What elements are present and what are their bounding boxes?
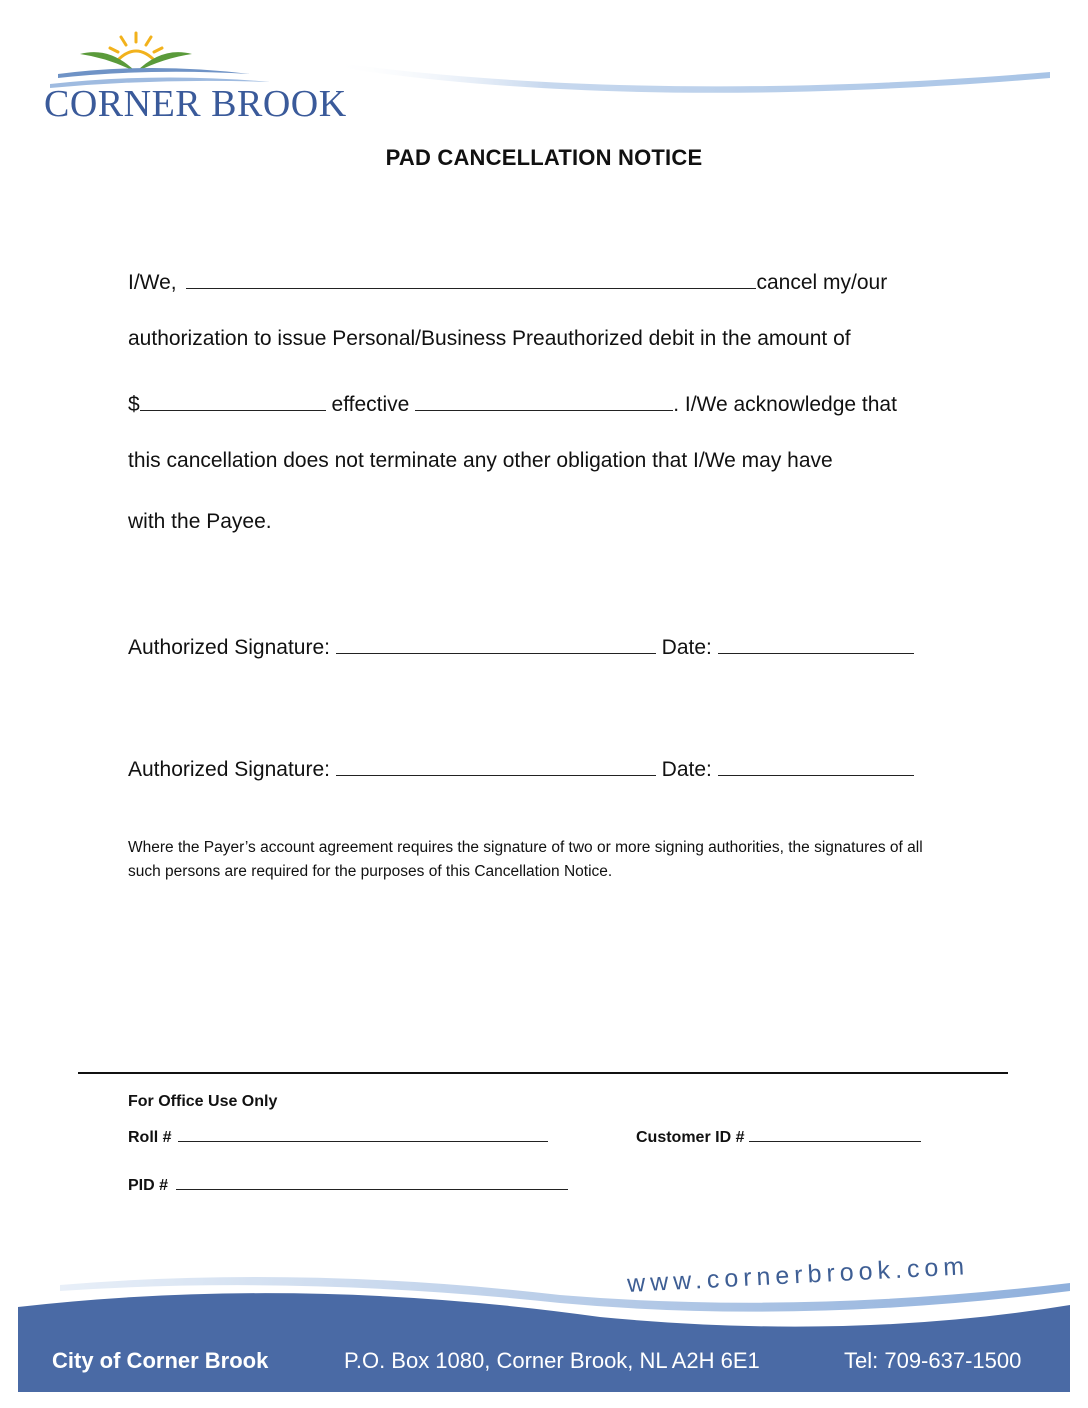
dollar-sign: $: [128, 393, 140, 416]
body-line-1: [128, 266, 887, 295]
page-title: PAD CANCELLATION NOTICE: [385, 145, 703, 170]
website-link[interactable]: www.cornerbrook.com: [626, 1252, 970, 1299]
pid-field[interactable]: [176, 1173, 568, 1190]
amount-field[interactable]: [140, 388, 326, 411]
iwe-label: I/We,: [128, 271, 177, 294]
footer-address: P.O. Box 1080, Corner Brook, NL A2H 6E1: [344, 1348, 760, 1373]
customer-id-field[interactable]: [749, 1125, 921, 1142]
cancel-label: cancel my/our: [756, 271, 888, 294]
footer-telephone: Tel: 709-637-1500: [844, 1348, 1022, 1373]
office-use-heading: For Office Use Only: [128, 1093, 278, 1110]
roll-label: Roll #: [128, 1129, 172, 1146]
logo-wordmark: CORNER BROOK: [44, 83, 347, 125]
signing-authority-note: Where the Payer’s account agreement requires the signature of two or more signing authorities, the signatures of all such persons are required for the purposes of this Cancellation Notice.: [128, 839, 923, 880]
acknowledge-label: . I/We acknowledge that: [673, 393, 897, 416]
date-field-2[interactable]: [718, 753, 914, 776]
date-field-1[interactable]: [718, 631, 914, 654]
body-line-5: with the Payee.: [128, 510, 272, 533]
body-line-2: authorization to issue Personal/Business Preauthorized debit in the amount of: [128, 327, 851, 350]
signature-field-2[interactable]: [336, 753, 656, 776]
payer-name-field[interactable]: [186, 266, 756, 289]
customer-id-row: [636, 1125, 921, 1147]
footer-city-name: City of Corner Brook: [52, 1348, 269, 1373]
customer-id-label: Customer ID #: [636, 1129, 745, 1146]
signature-field-1[interactable]: [336, 631, 656, 654]
roll-field[interactable]: [178, 1125, 548, 1142]
divider: [78, 1072, 1008, 1074]
date-label: Date:: [661, 636, 712, 659]
pid-label: PID #: [128, 1177, 169, 1194]
signature-label: Authorized Signature:: [128, 758, 330, 781]
date-label: Date:: [661, 758, 712, 781]
pid-row: [128, 1173, 568, 1195]
effective-date-field[interactable]: [415, 388, 673, 411]
roll-row: [128, 1125, 548, 1147]
signature-row-2: [128, 753, 914, 782]
body-line-4: this cancellation does not terminate any other obligation that I/We may have: [128, 449, 833, 472]
body-line-3: [128, 388, 897, 417]
signature-row-1: [128, 631, 914, 660]
effective-label: effective: [331, 393, 410, 416]
signature-label: Authorized Signature:: [128, 636, 330, 659]
